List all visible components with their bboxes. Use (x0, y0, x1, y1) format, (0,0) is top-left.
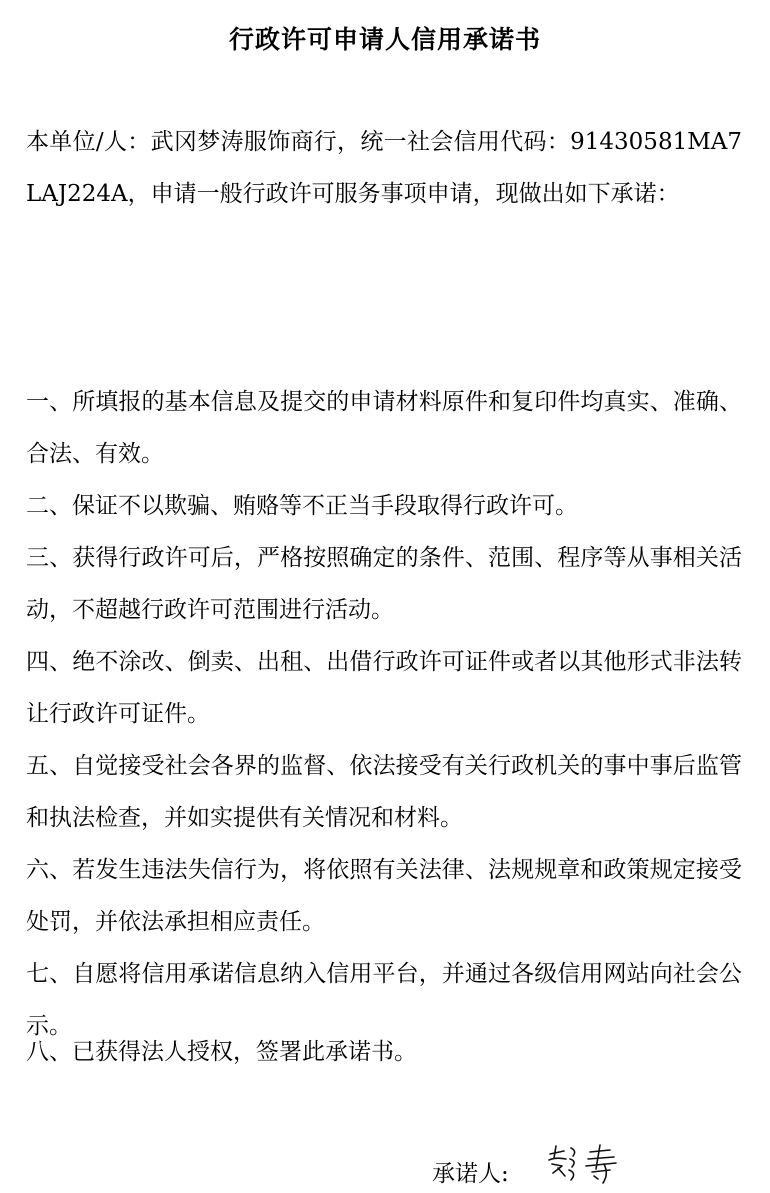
commitment-item-8: 八、已获得法人授权，签署此承诺书。 (26, 1039, 417, 1065)
commitment-item-5: 五、自觉接受社会各界的监督、依法接受有关行政机关的事中事后监管和执法检查，并如实提供有关情况和材料。 (26, 753, 742, 831)
commitment-item-4: 四、绝不涂改、倒卖、出租、出借行政许可证件或者以其他形式非法转让行政许可证件。 (26, 649, 742, 727)
signature-label: 承诺人: (432, 1161, 509, 1187)
signature-block (432, 1148, 762, 1192)
commitment-item-3: 三、获得行政许可后，严格按照确定的条件、范围、程序等从事相关活动，不超越行政许可范围进行活动。 (26, 545, 742, 623)
commitment-item-2: 二、保证不以欺骗、贿赂等不正当手段取得行政许可。 (26, 493, 578, 519)
intro-paragraph: 本单位/人：武冈梦涛服饰商行，统一社会信用代码：91430581MA7LAJ224A，申请一般行政许可服务事项申请，现做出如下承诺： (26, 129, 742, 207)
commitment-item-6: 六、若发生违法失信行为，将依照有关法律、法规规章和政策规定接受处罚，并依法承担相应责任。 (26, 857, 742, 935)
document-title: 行政许可申请人信用承诺书 (228, 25, 541, 54)
commitment-item-1: 一、所填报的基本信息及提交的申请材料原件和复印件均真实、准确、合法、有效。 (26, 389, 742, 467)
commitment-item-7: 七、自愿将信用承诺信息纳入信用平台，并通过各级信用网站向社会公示。 (26, 961, 742, 1039)
handwritten-signature (544, 1142, 624, 1188)
